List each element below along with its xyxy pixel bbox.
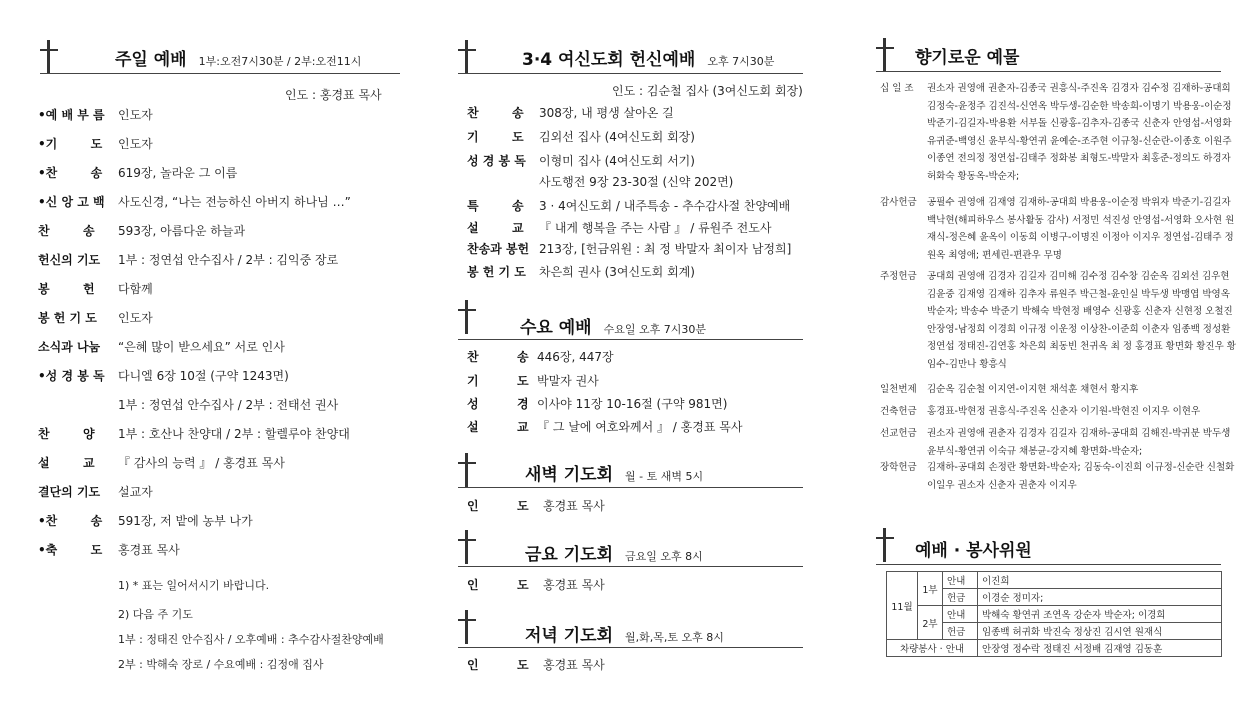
order-item <box>467 263 695 280</box>
offering-names: 김재하-공대희 손정란 황면화-박순자; 김동숙-이진희 이규정-신순란 신철화 이일우 권소자 신춘자 권춘자 이지우 <box>927 462 1235 491</box>
offering-label: 장학헌금 <box>880 462 917 473</box>
cross-icon <box>40 40 58 74</box>
order-item <box>38 309 153 326</box>
order-value: 사도행전 9장 23-30절 (신약 202면) <box>539 175 734 189</box>
order-label: 찬 <box>467 350 479 364</box>
order-item <box>38 367 289 384</box>
cross-icon <box>458 610 476 644</box>
divider <box>458 647 803 648</box>
order-label: 찬송과 봉헌 <box>467 242 530 256</box>
order-label: •기 도 <box>38 137 103 151</box>
women-leader: 인도 : 김순철 집사 (3여신도회 회장) <box>612 84 803 98</box>
order-label: 설 <box>467 420 479 434</box>
order-label: 송 <box>517 350 529 364</box>
note-line: 2부 : 박해숙 장로 / 수요예배 : 김정애 집사 <box>118 658 324 671</box>
offering-names: 공대희 권영애 김경자 김길자 김미해 김수정 김수창 김순옥 김외선 김우현 김윤중 김재영 김재하 김추자 류원주 박근철-윤인실 박두생 박맹엽 박영옥 박순자; 박송수 박준기 박해숙 박현정 배영수 신광홍 신춘자 신현정 오철진 안장영-남정희 이경희 이규정 이운정 이상찬-이준희 이춘자 임종백 정성환 정연섭 정태진-김연홍 차은희 최동빈 천귀옥 최 정 홍경표 황면화 황진우 황임수-김만나 황흥식 <box>927 271 1236 370</box>
note-line: 2) 다음 주 기도 <box>118 608 193 621</box>
duty-role: 헌금 <box>943 623 978 640</box>
order-value: 박말자 권사 <box>537 374 599 388</box>
order-label: 설 교 <box>467 221 524 235</box>
women-title: 3·4 여신도회 헌신예배 오후 7시30분 <box>522 50 775 70</box>
order-value: 『 그 날에 여호와께서 』 / 홍경표 목사 <box>537 420 743 434</box>
table-row <box>887 606 1222 623</box>
evening-time: 월,화,목,토 오후 8시 <box>625 631 724 644</box>
offering-names: 홍경표-박현정 권흥식-주진옥 신춘자 이기원-박현진 이지우 이현우 <box>927 406 1201 417</box>
order-item <box>38 454 285 471</box>
note-line: 1부 : 정태진 안수집사 / 오후예배 : 추수감사절찬양예배 <box>118 633 384 646</box>
order-item <box>467 395 727 412</box>
duty-footer-names: 안장영 정수락 정태진 서정배 김재영 김동훈 <box>978 640 1222 657</box>
order-item <box>38 280 153 297</box>
order-value: 김외선 집사 (4여신도회 회장) <box>539 130 695 144</box>
order-label: 기 <box>467 374 479 388</box>
offering-names: 권소자 권영애 권춘자 김경자 김길자 김재하-공대희 김해진-박귀분 박두생 윤부식-황연귀 이숙규 채봉균-강지혜 황면화-박순자; <box>927 428 1231 457</box>
divider <box>458 73 803 74</box>
order-item <box>38 222 245 239</box>
order-label: 설 교 <box>38 456 95 470</box>
friday-title: 금요 기도회 금요일 오후 8시 <box>525 545 703 565</box>
women-time: 오후 7시30분 <box>707 55 775 68</box>
divider <box>458 339 803 340</box>
offering-label: 감사헌금 <box>880 197 917 208</box>
order-label: 소식과 나눔 <box>38 340 101 354</box>
order-value: 『 감사의 능력 』 / 홍경표 목사 <box>118 456 285 470</box>
order-item <box>467 173 733 190</box>
cross-icon <box>876 38 894 72</box>
order-value: 619장, 놀라운 그 이름 <box>118 166 238 180</box>
offering-group <box>880 268 1236 378</box>
duty-names: 임종백 허귀화 박진숙 정상진 김시연 원재식 <box>978 623 1222 640</box>
sunday-leader: 인도 : 홍경표 목사 <box>285 88 382 102</box>
order-label: 봉 헌 기 도 <box>38 311 97 325</box>
order-item <box>467 348 614 365</box>
order-value: 다니엘 6장 10절 (구약 1243면) <box>118 369 289 383</box>
offering-names: 김순옥 김순철 이지연-이지현 채석훈 채현서 황지후 <box>927 384 1139 395</box>
wednesday-time: 수요일 오후 7시30분 <box>603 323 706 336</box>
duty-part: 2부 <box>918 606 943 640</box>
order-item <box>467 104 674 121</box>
duty-role: 헌금 <box>943 589 978 606</box>
cross-icon <box>458 40 476 74</box>
duty-role: 안내 <box>943 606 978 623</box>
duty-names: 이진희 <box>978 572 1222 589</box>
order-label: •예 배 부 름 <box>38 108 105 122</box>
order-item <box>38 164 237 181</box>
cross-icon <box>458 300 476 334</box>
order-item <box>467 219 771 236</box>
offering-label: 일천번제 <box>880 384 917 395</box>
order-value: 이형미 집사 (4여신도회 서기) <box>539 154 695 168</box>
cross-icon <box>458 453 476 487</box>
order-value: “은혜 많이 받으세요” 서로 인사 <box>118 340 285 354</box>
order-label: 성 경 봉 독 <box>467 154 526 168</box>
divider <box>458 487 803 488</box>
duty-part: 1부 <box>918 572 943 606</box>
dawn-title: 새벽 기도회 월 - 토 새벽 5시 <box>525 465 704 485</box>
order-label: 특 송 <box>467 199 524 213</box>
order-value: 1부 : 정연섭 안수집사 / 2부 : 김익중 장로 <box>118 253 339 267</box>
order-value: 차은희 권사 (3여신도회 회계) <box>539 265 695 279</box>
order-label: 봉 헌 <box>38 282 95 296</box>
order-label: 기 도 <box>467 130 524 144</box>
order-label: 찬 양 <box>38 427 95 441</box>
wednesday-title: 수요 예배 수요일 오후 7시30분 <box>520 318 706 338</box>
order-item <box>38 251 338 268</box>
order-value: 이사야 11장 10-16절 (구약 981면) <box>537 397 728 411</box>
duty-names: 이경순 정미자; <box>978 589 1222 606</box>
offering-label: 십 일 조 <box>880 83 914 94</box>
order-label: 결단의 기도 <box>38 485 101 499</box>
order-value: 591장, 저 밭에 농부 나가 <box>118 514 253 528</box>
order-value: 홍경표 목사 <box>118 543 180 557</box>
offering-label: 주정헌금 <box>880 271 917 282</box>
divider <box>876 71 1221 72</box>
dawn-time: 월 - 토 새벽 5시 <box>625 470 704 483</box>
divider <box>458 566 803 567</box>
cross-icon <box>458 530 476 564</box>
order-label: •성 경 봉 독 <box>38 369 105 383</box>
order-item <box>38 135 153 152</box>
order-value: 213장, [헌금위원 : 최 정 박말자 최이자 남정희] <box>539 242 792 256</box>
order-value: 1부 : 호산나 찬양대 / 2부 : 할렐루야 찬양대 <box>118 427 350 441</box>
evening-leader-row: 인 도 홍경표 목사 <box>467 658 605 672</box>
order-label: 봉 헌 기 도 <box>467 265 526 279</box>
offering-label: 건축헌금 <box>880 406 917 417</box>
order-item <box>467 197 790 214</box>
order-label: 성 <box>467 397 479 411</box>
order-item <box>38 512 253 529</box>
order-label: 도 <box>517 374 529 388</box>
order-value: 446장, 447장 <box>537 350 614 364</box>
duty-title: 예배 · 봉사위원 <box>915 541 1032 561</box>
duty-footer-label: 차량봉사 · 안내 <box>887 640 978 657</box>
order-value: 인도자 <box>118 137 153 151</box>
order-value: 593장, 아름다운 하늘과 <box>118 224 246 238</box>
order-label: 경 <box>517 397 529 411</box>
offering-group <box>880 381 1225 401</box>
order-label: 헌신의 기도 <box>38 253 101 267</box>
order-value: 『 내게 행복을 주는 사람 』 / 류원주 전도사 <box>539 221 772 235</box>
offerings-title: 향기로운 예물 <box>915 48 1020 68</box>
duty-table <box>886 571 1222 657</box>
order-label: 찬 송 <box>467 106 524 120</box>
order-value: 1부 : 정연섭 안수집사 / 2부 : 전태선 권사 <box>118 398 339 412</box>
cross-icon <box>876 528 894 562</box>
table-row <box>887 572 1222 589</box>
order-item <box>38 106 153 123</box>
order-label: •축 도 <box>38 543 103 557</box>
offering-group <box>880 80 1232 186</box>
order-item <box>467 128 695 145</box>
divider <box>876 564 1221 565</box>
order-item <box>38 396 338 413</box>
offering-group <box>880 425 1231 457</box>
offering-group <box>880 459 1235 495</box>
order-item <box>38 338 285 355</box>
note-line: 1) * 표는 일어서시기 바랍니다. <box>118 579 270 592</box>
dawn-leader-row: 인 도 홍경표 목사 <box>467 499 605 513</box>
order-label: 찬 송 <box>38 224 95 238</box>
order-item <box>467 152 695 169</box>
offering-label: 선교헌금 <box>880 428 917 439</box>
order-value: 사도신경, “나는 전능하신 아버지 하나님 …” <box>118 195 351 209</box>
order-value: 3 · 4여신도회 / 내주특송 - 추수감사절 찬양예배 <box>539 199 791 213</box>
duty-month: 11월 <box>887 572 918 640</box>
order-value: 인도자 <box>118 108 153 122</box>
friday-time: 금요일 오후 8시 <box>625 550 703 563</box>
order-value: 설교자 <box>118 485 153 499</box>
order-value: 다함께 <box>118 282 153 296</box>
order-value: 308장, 내 평생 살아온 길 <box>539 106 674 120</box>
sunday-title: 주일 예배 1부:오전7시30분 / 2부:오전11시 <box>115 50 362 70</box>
order-item <box>38 541 180 558</box>
order-item <box>467 372 599 389</box>
divider <box>40 73 400 74</box>
order-label: 교 <box>517 420 529 434</box>
order-item <box>467 418 742 435</box>
friday-leader-row: 인 도 홍경표 목사 <box>467 578 605 592</box>
evening-title: 저녁 기도회 월,화,목,토 오후 8시 <box>525 626 724 646</box>
duty-role: 안내 <box>943 572 978 589</box>
offering-group <box>880 403 1225 423</box>
sunday-times: 1부:오전7시30분 / 2부:오전11시 <box>198 55 362 68</box>
order-label: •찬 송 <box>38 166 103 180</box>
duty-names: 박해숙 황연귀 조연옥 강순자 박순자; 이경희 <box>978 606 1222 623</box>
order-label: •찬 송 <box>38 514 103 528</box>
order-label: •신 앙 고 백 <box>38 195 105 209</box>
order-item <box>38 425 350 442</box>
order-item <box>38 193 351 210</box>
table-row <box>887 640 1222 657</box>
offering-names: 권소자 권영애 권춘자-김종국 권흥식-주진옥 김경자 김수정 김재하-공대희 김정숙-윤정주 김진석-신연옥 박두생-김순한 박송희-이명기 박용웅-이순정 박준기-김길자-박용환 서부돌 신광홍-김추자-김종국 신춘자 안영섭-서영화 유귀준-백영신 윤부식-황연귀 윤예순-조주현 이규청-신순란-이종호 이원주 이종연 전의정 정연섭-김태주 정화봉 최형도-박말자 최홍준-정의도 하경자 허화숙 황동옥-박순자; <box>927 83 1232 182</box>
offering-group <box>880 194 1235 266</box>
order-item <box>38 483 153 500</box>
order-value: 인도자 <box>118 311 153 325</box>
offering-names: 공필수 권영애 김재영 김재하-공대희 박용웅-이순정 박위자 박준기-김길자 백낙현(해피하우스 봉사활동 감사) 서정민 석진성 안영섭-서영화 오사현 원재식-정은혜 윤옥이 이동희 이병구-이명진 이정아 이지우 정연섭-김태주 정원옥 최영애; 편세린-편관우 무명 <box>927 197 1235 261</box>
order-item <box>467 240 791 257</box>
